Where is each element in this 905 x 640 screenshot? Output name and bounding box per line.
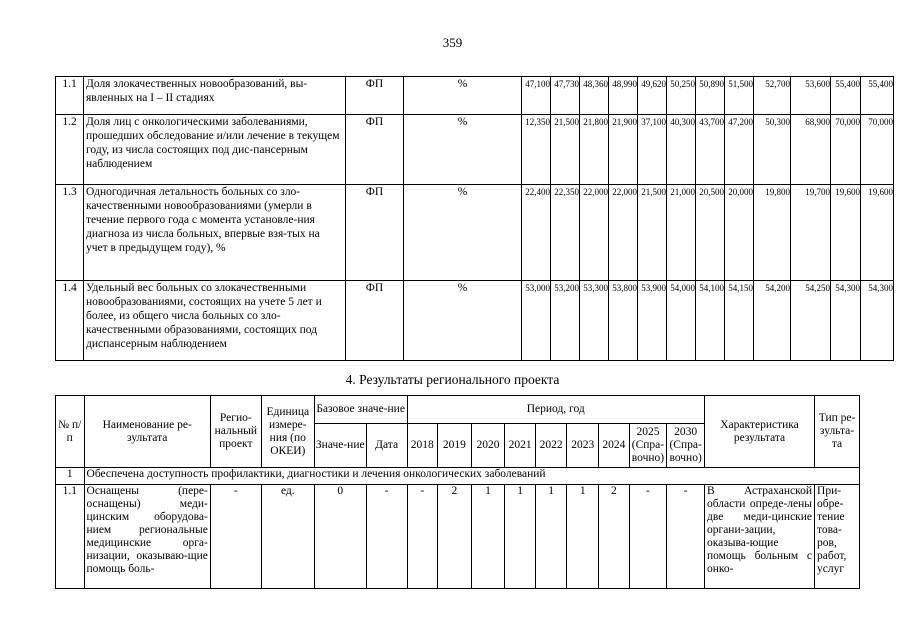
result-unit: ед.	[261, 485, 314, 589]
result-year-value: 1	[505, 485, 536, 589]
indicator-value: 55,400	[861, 77, 894, 115]
indicator-value: 48,360	[580, 77, 609, 115]
indicator-value: 22,000	[580, 185, 609, 281]
indicator-value: 52,700	[754, 77, 791, 115]
indicator-value: 47,100	[522, 77, 551, 115]
indicator-value: 54,250	[791, 281, 831, 361]
indicator-value: 54,000	[667, 281, 696, 361]
header-year: 2024	[599, 424, 630, 468]
indicator-unit: %	[404, 281, 522, 361]
indicator-value: 49,620	[638, 77, 667, 115]
indicator-row	[56, 115, 894, 185]
result-year-value: -	[667, 485, 705, 589]
header-year: 2021	[505, 424, 536, 468]
indicator-value: 12,350	[522, 115, 551, 185]
result-row	[56, 485, 860, 589]
result-year-value: 1	[567, 485, 599, 589]
indicator-value: 48,990	[609, 77, 638, 115]
indicator-value: 53,000	[522, 281, 551, 361]
indicator-value: 53,800	[609, 281, 638, 361]
header-period: Период, год	[407, 396, 704, 424]
indicator-value: 19,600	[831, 185, 861, 281]
indicator-level: ФП	[346, 77, 404, 115]
header-type: Тип ре-зульта-та	[815, 396, 860, 468]
indicator-value: 21,000	[667, 185, 696, 281]
indicator-value: 43,700	[696, 115, 725, 185]
header-year: 2030 (Спра-вочно)	[667, 424, 705, 468]
indicator-num: 1.4	[56, 281, 84, 361]
header-num: № п/п	[56, 396, 85, 468]
indicator-value: 53,300	[580, 281, 609, 361]
result-regional: -	[210, 485, 261, 589]
result-year-value: 1	[535, 485, 567, 589]
indicator-level: ФП	[346, 185, 404, 281]
result-type: При-обре-тение това-ров, работ, услуг	[815, 485, 860, 589]
indicator-value: 50,300	[754, 115, 791, 185]
indicator-value: 54,200	[754, 281, 791, 361]
header-year: 2020	[471, 424, 505, 468]
indicator-value: 20,500	[696, 185, 725, 281]
header-year: 2023	[567, 424, 599, 468]
indicator-value: 53,600	[791, 77, 831, 115]
result-year-value: 1	[471, 485, 505, 589]
indicator-value: 54,100	[696, 281, 725, 361]
result-num: 1.1	[56, 485, 85, 589]
result-base-date: -	[366, 485, 407, 589]
header-base-value: Значе-ние	[314, 424, 366, 468]
indicator-value: 54,300	[861, 281, 894, 361]
indicator-value: 53,200	[551, 281, 580, 361]
result-year-value: 2	[599, 485, 630, 589]
header-base: Базовое значе-ние	[314, 396, 407, 424]
header-name: Наименование ре-зультата	[84, 396, 210, 468]
indicator-unit: %	[404, 185, 522, 281]
indicator-row	[56, 77, 894, 115]
indicator-value: 54,150	[725, 281, 754, 361]
indicator-value: 19,800	[754, 185, 791, 281]
result-year-value: -	[629, 485, 667, 589]
indicator-value: 70,000	[831, 115, 861, 185]
indicator-value: 70,000	[861, 115, 894, 185]
indicator-num: 1.1	[56, 77, 84, 115]
indicator-num: 1.3	[56, 185, 84, 281]
header-unit: Единица измере-ния (по ОКЕИ)	[261, 396, 314, 468]
results-table	[55, 395, 860, 589]
header-year: 2022	[535, 424, 567, 468]
indicator-level: ФП	[346, 115, 404, 185]
result-year-value: -	[407, 485, 438, 589]
page-number: 359	[442, 35, 463, 50]
group-num: 1	[56, 468, 85, 485]
indicator-unit: %	[404, 77, 522, 115]
indicator-name: Доля лиц с онкологическими заболеваниями, прошедших обследование и/или лечение в текущем году, из числа состоящих под дис-пансерным наблюдением	[84, 115, 346, 185]
result-characteristic: В Астраханской области опреде-лены две меди-цинские органи-зации, оказыва-ющие помощь больным с онко-	[704, 485, 814, 589]
indicator-value: 51,500	[725, 77, 754, 115]
indicator-value: 19,600	[861, 185, 894, 281]
indicator-name: Одногодичная летальность больных со зло-качественными новообразованиями (умерли в течение первого года с момента установле-ния диагноза из числа больных, впервые взя-тых на учет в предыдущем году), %	[84, 185, 346, 281]
indicator-value: 22,400	[522, 185, 551, 281]
header-regional: Регио-нальный проект	[210, 396, 261, 468]
indicator-unit: %	[404, 115, 522, 185]
indicator-value: 50,890	[696, 77, 725, 115]
indicator-value: 22,350	[551, 185, 580, 281]
result-name: Оснащены (пере-оснащены) меди-цинским оборудова-нием региональные медицинские орга-низации, оказываю-щие помощь боль-	[84, 485, 210, 589]
indicator-value: 47,200	[725, 115, 754, 185]
section-title: 4. Результаты регионального проекта	[345, 372, 560, 387]
indicator-level: ФП	[346, 281, 404, 361]
indicator-value: 53,900	[638, 281, 667, 361]
indicator-value: 21,900	[609, 115, 638, 185]
indicator-num: 1.2	[56, 115, 84, 185]
indicator-value: 19,700	[791, 185, 831, 281]
indicator-value: 50,250	[667, 77, 696, 115]
indicator-value: 37,100	[638, 115, 667, 185]
result-year-value: 2	[438, 485, 472, 589]
header-year: 2019	[438, 424, 472, 468]
indicators-table	[55, 76, 894, 361]
header-characteristic: Характеристика результата	[704, 396, 814, 468]
header-base-date: Дата	[366, 424, 407, 468]
header-year: 2025 (Спра-вочно)	[629, 424, 667, 468]
indicator-value: 21,800	[580, 115, 609, 185]
indicator-name: Удельный вес больных со злокачественными новообразованиями, состоящих на учете 5 лет и более, из общего числа больных со зло-качественными образованиями, состоящих под диспансерным наблюдением	[84, 281, 346, 361]
indicator-row	[56, 185, 894, 281]
indicator-value: 55,400	[831, 77, 861, 115]
indicator-value: 21,500	[638, 185, 667, 281]
indicator-value: 21,500	[551, 115, 580, 185]
indicator-value: 47,730	[551, 77, 580, 115]
indicator-name: Доля злокачественных новообразований, вы-явленных на I – II стадиях	[84, 77, 346, 115]
header-year: 2018	[407, 424, 438, 468]
indicator-row	[56, 281, 894, 361]
indicator-value: 40,300	[667, 115, 696, 185]
indicator-value: 20,000	[725, 185, 754, 281]
indicator-value: 54,300	[831, 281, 861, 361]
indicator-value: 22,000	[609, 185, 638, 281]
group-title: Обеспечена доступность профилактики, диагностики и лечения онкологических заболеваний	[84, 468, 859, 485]
indicator-value: 68,900	[791, 115, 831, 185]
result-base-value: 0	[314, 485, 366, 589]
